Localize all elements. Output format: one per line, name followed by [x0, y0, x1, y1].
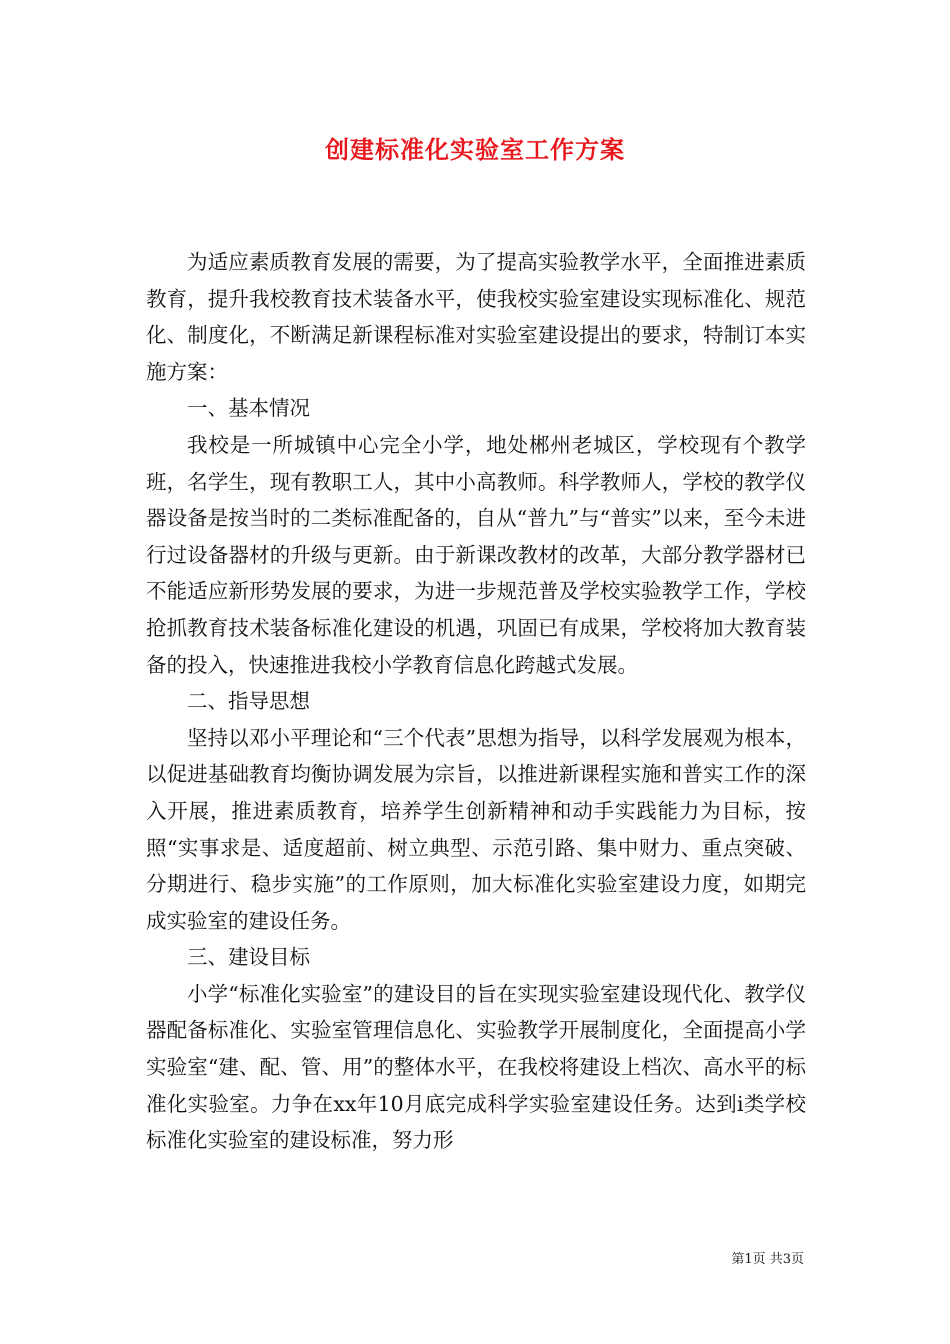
basic-situation-paragraph: 我校是一所城镇中心完全小学，地处郴州老城区，学校现有个教学班，名学生，现有教职工人，其中小高教师。科学教师人，学校的教学仪器设备是按当时的二类标准配备的，自从“普九”与“普实”以来，至今未进行过设备器材的升级与更新。由于新课改教材的改革，大部分教学器材已不能适应新形势发展的要求，为进一步规范普及学校实验教学工作，学校抢抓教育技术装备标准化建设的机遇，巩固已有成果，学校将加大教育装备的投入，快速推进我校小学教育信息化跨越式发展。 — [146, 432, 806, 677]
section-heading-construction-goals: 三、建设目标 — [187, 945, 310, 970]
section-heading-guiding-ideology: 二、指导思想 — [187, 689, 310, 714]
section-heading-basic-situation: 一、基本情况 — [187, 396, 310, 421]
document-body — [146, 244, 806, 1159]
guiding-ideology-paragraph: 坚持以邓小平理论和“三个代表”思想为指导，以科学发展观为根本，以促进基础教育均衡协调发展为宗旨，以推进新课程实施和普实工作的深入开展，推进素质教育，培养学生创新精神和动手实践能力为目标，按照“实事求是、适度超前、树立典型、示范引路、集中财力、重点突破、分期进行、稳步实施”的工作原则，加大标准化实验室建设力度，如期完成实验室的建设任务。 — [146, 725, 806, 933]
page-number-footer: 第1页 共3页 — [731, 1252, 804, 1267]
document-title: 创建标准化实验室工作方案 — [325, 135, 625, 164]
construction-goals-paragraph: 小学“标准化实验室”的建设目的旨在实现实验室建设现代化、教学仪器配备标准化、实验室管理信息化、实验教学开展制度化，全面提高小学实验室“建、配、管、用”的整体水平，在我校将建设上档次、高水平的标准化实验室。力争在xx年10月底完成科学实验室建设任务。达到i类学校标准化实验室的建设标准，努力形 — [146, 981, 806, 1153]
intro-paragraph: 为适应素质教育发展的需要，为了提高实验教学水平，全面推进素质教育，提升我校教育技术装备水平，使我校实验室建设实现标准化、规范化、制度化，不断满足新课程标准对实验室建设提出的要求，特制订本实施方案： — [146, 250, 806, 384]
